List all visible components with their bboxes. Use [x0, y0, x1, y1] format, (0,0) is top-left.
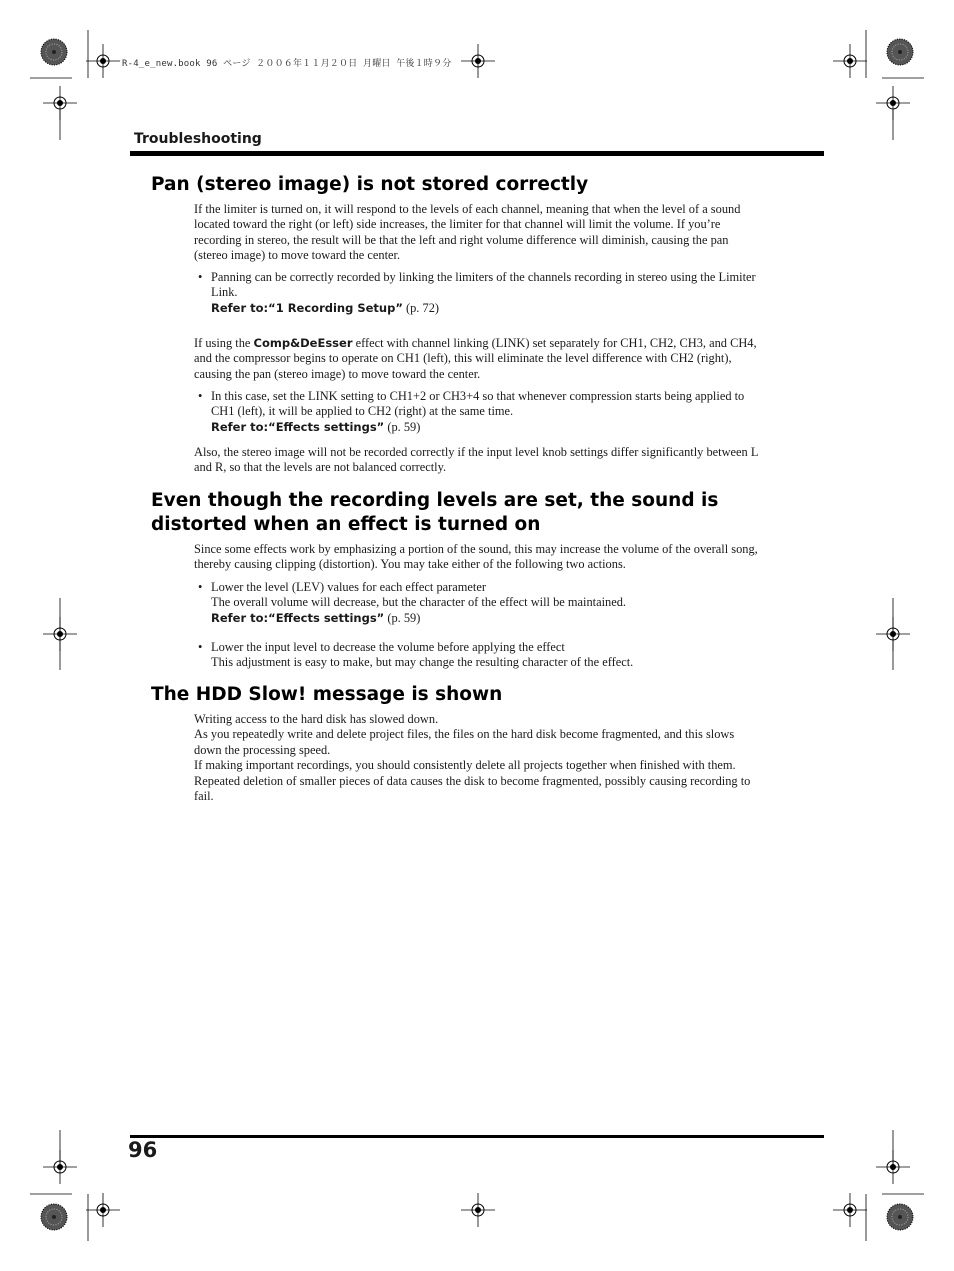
pan-bullet-2-page: (p. 59)	[384, 419, 421, 434]
hdd-line-2: As you repeatedly write and delete project files, the files on the hard disk become fragmented, and this slows down the processing speed.	[194, 727, 735, 757]
header-rule	[130, 151, 824, 156]
print-job-header: R-4_e_new.book 96 ページ ２００６年１１月２０日 月曜日 午後１時９分	[122, 59, 452, 69]
distort-bullet-1-page: (p. 59)	[384, 610, 421, 625]
hdd-paragraph	[194, 712, 760, 804]
bullet-icon: •	[198, 640, 203, 654]
pan-paragraph-3: Also, the stereo image will not be recorded correctly if the input level knob settings differ significantly between L and R, so that the levels are not balanced correctly.	[194, 445, 758, 475]
distort-bullet-1-ref[interactable]: Refer to:“Effects settings”	[211, 610, 385, 625]
section-heading-pan: Pan (stereo image) is not stored correctly	[151, 174, 589, 195]
pan-bullet-2	[194, 389, 760, 435]
pan-p2-effect-name: Comp&DeEsser	[253, 336, 353, 350]
pan-paragraph-2	[194, 336, 760, 382]
page-number: 96	[128, 1138, 158, 1162]
distort-bullet-2	[194, 640, 760, 671]
pan-bullet-1-ref[interactable]: Refer to:“1 Recording Setup”	[211, 300, 403, 315]
running-head: Troubleshooting	[134, 131, 262, 147]
footer-rule	[130, 1135, 824, 1138]
section-heading-distort: Even though the recording levels are set, the sound is distorted when an effect is turned on	[151, 490, 719, 535]
hdd-line-3: If making important recordings, you should consistently delete all projects together when finished with them. Repeated deletion of smaller pieces of data causes the disk to become fragmented, possibly causing recording to fail.	[194, 758, 751, 804]
section-heading-hdd: The HDD Slow! message is shown	[151, 684, 503, 705]
pan-p2-post: effect with channel linking (LINK) set separately for CH1, CH2, CH3, and CH4, and the compressor begins to operate on CH1 (left), this will eliminate the level difference with CH2 (right), causing the pan (stereo image) to move toward the center.	[194, 336, 757, 381]
pan-bullet-1	[194, 270, 760, 316]
pan-bullet-2-text: In this case, set the LINK setting to CH1+2 or CH3+4 so that whenever compression starts being applied to CH1 (left), it will be applied to CH2 (right) at the same time.	[211, 389, 745, 419]
pan-bullet-2-ref[interactable]: Refer to:“Effects settings”	[211, 419, 385, 434]
distort-bullet-1-line2: The overall volume will decrease, but the character of the effect will be maintained.	[211, 595, 627, 610]
distort-bullet-2-line1: Lower the input level to decrease the volume before applying the effect	[211, 640, 565, 654]
distort-bullet-2-line2: This adjustment is easy to make, but may change the resulting character of the effect.	[211, 655, 634, 670]
distort-bullet-1-line1: Lower the level (LEV) values for each effect parameter	[211, 580, 486, 594]
bullet-icon: •	[198, 389, 203, 403]
pan-paragraph-1: If the limiter is turned on, it will respond to the levels of each channel, meaning that when the level of a sound located toward the right (or left) side increases, the limiter for that channel will limit the volume. If you’re recording in stereo, the result will be that the left and right volume difference will diminish, causing the pan (stereo image) to move toward the center.	[194, 202, 741, 263]
pan-bullet-1-text: Panning can be correctly recorded by linking the limiters of the channels recording in stereo using the Limiter Link.	[211, 270, 756, 300]
bullet-icon: •	[198, 270, 203, 284]
pan-p2-pre: If using the	[194, 336, 254, 350]
distort-paragraph-1: Since some effects work by emphasizing a portion of the sound, this may increase the volume of the overall song, thereby causing clipping (distortion). You may take either of the following two actions.	[194, 542, 758, 572]
distort-bullet-1	[194, 580, 760, 626]
pan-bullet-1-page: (p. 72)	[402, 300, 440, 315]
bullet-icon: •	[198, 580, 203, 594]
hdd-line-1: Writing access to the hard disk has slowed down.	[194, 712, 439, 726]
